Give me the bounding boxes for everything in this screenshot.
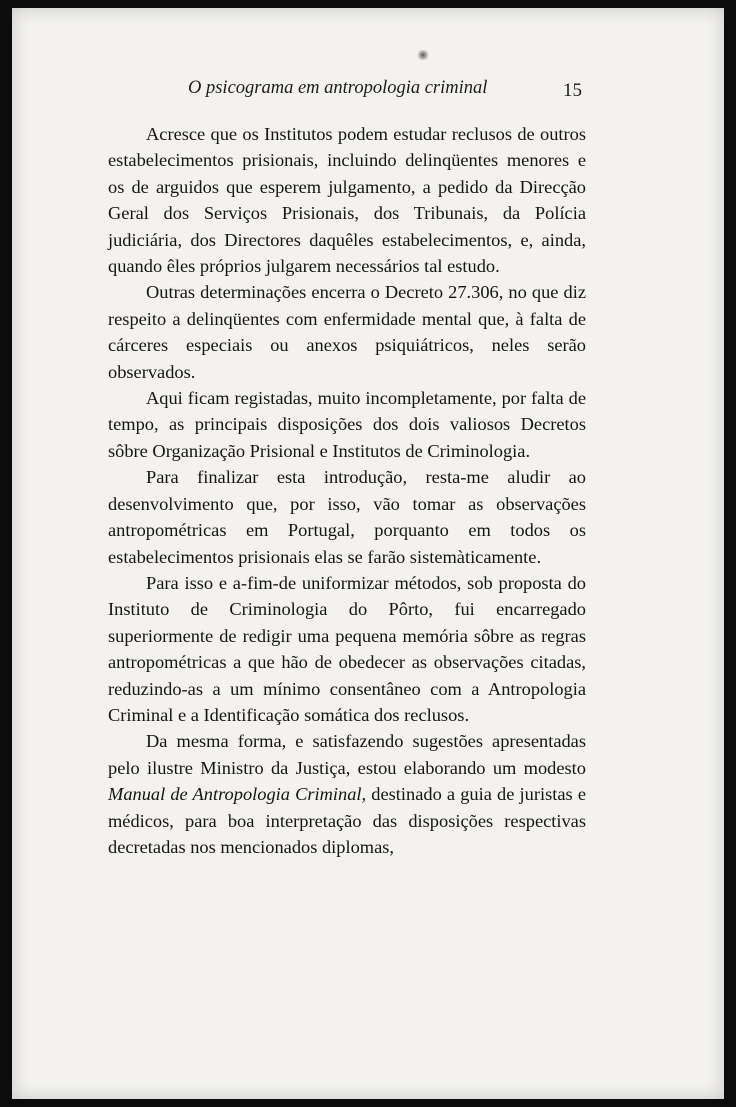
body-text: [108, 121, 586, 860]
paragraph-disposicoes: Aqui ficam registadas, muito incompletamente, por falta de tempo, as principais disposições dos dois valiosos Decretos sôbre Organização Prisional e Institutos de Criminologia.: [108, 388, 586, 461]
paragraph-introducao: Para finalizar esta introdução, resta-me aludir ao desenvolvimento que, por isso, vão tomar as observações antropométricas em Portugal, porquanto em todos os estabelecimentos prisionais elas se farão sistemàticamente.: [108, 467, 586, 567]
book-page: [12, 8, 724, 1099]
scan-smudge: [416, 50, 430, 60]
running-title: O psicograma em antropologia criminal: [188, 78, 488, 98]
paragraph-memoria: Para isso e a-fim-de uniformizar métodos, sob proposta do Instituto de Criminologia do Pôrto, fui encarregado superiormente de redigir uma pequena memória sôbre as regras antropométricas a que hão de obedecer as observações citadas, reduzindo-as a um mínimo consentâneo com a Antropologia Criminal e a Identificação somática dos reclusos.: [108, 572, 586, 725]
paragraph-manual-end: destinado a guia de juristas e médicos, para boa interpretação das disposições respectivas decretadas nos mencionados diplomas,: [108, 784, 586, 857]
page-number: 15: [563, 80, 582, 101]
paragraph-manual-start: Da mesma forma, e satisfazendo sugestões apresentadas pelo ilustre Ministro da Justiça, estou elaborando um modesto: [108, 731, 586, 778]
running-head: [108, 78, 588, 106]
paragraph-manual: [108, 728, 586, 860]
paragraph-decreto: Outras determinações encerra o Decreto 27.306, no que diz respeito a delinqüentes com enfermidade mental que, à falta de cárceres especiais ou anexos psiquiátricos, neles serão observados.: [108, 282, 586, 382]
manual-title: Manual de Antropologia Criminal,: [108, 784, 367, 805]
paragraph-institutos: Acresce que os Institutos podem estudar reclusos de outros estabelecimentos prisionais, incluindo delinqüentes menores e os de arguidos que esperem julgamento, a pedido da Direcção Geral dos Serviços Prisionais, dos Tribunais, da Polícia judiciária, dos Directores daquêles estabelecimentos, e, ainda, quando êles próprios julgarem necessários tal estudo.: [108, 124, 586, 277]
